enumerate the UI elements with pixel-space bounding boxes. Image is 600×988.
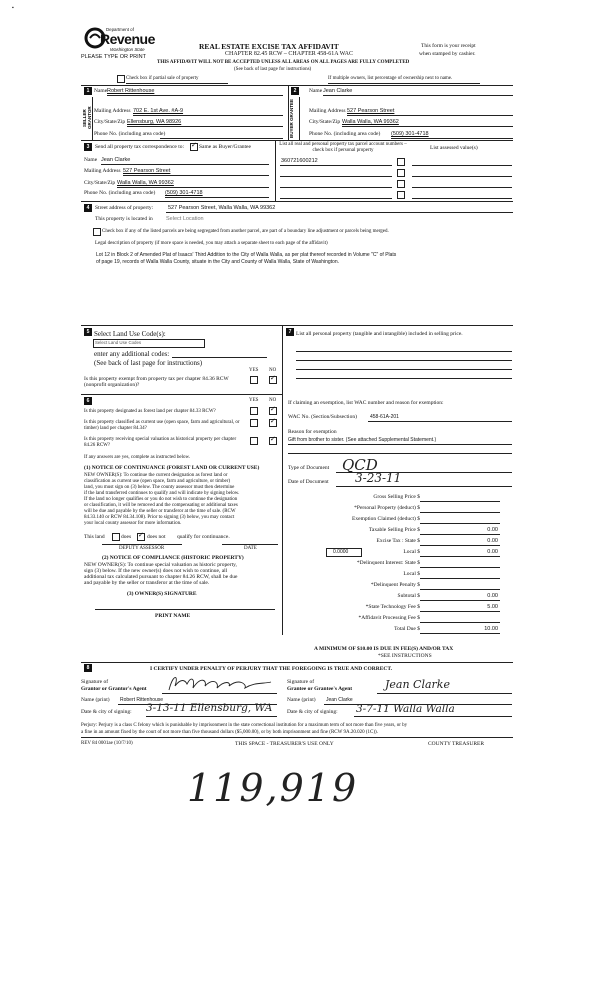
partial-sale-checkbox[interactable] (117, 75, 125, 83)
gross-selling-price-label: Gross Selling Price $ (373, 494, 420, 500)
corr-city-field[interactable]: Walla Walla, WA 99362 (117, 180, 174, 186)
excise-local-label: Local $ (403, 549, 420, 555)
continuance-title: (1) NOTICE OF CONTINUANCE (FOREST LAND OR CURRENT USE) (84, 465, 260, 471)
personal-property-checkbox-2[interactable] (397, 169, 405, 177)
document-date-label: Date of Document (288, 479, 329, 485)
corner-mark: ▪ (12, 6, 14, 11)
qualify-label: qualify for continuance. (177, 534, 230, 540)
owner-signature-label: (3) OWNER(S) SIGNATURE (127, 591, 197, 597)
grantor-sig-label-2: Grantor or Grantor's Agent (81, 686, 147, 692)
wac-number-label: WAC No. (Section/Subsection) (288, 414, 357, 420)
same-as-buyer-label: Same as Buyer/Grantee (199, 144, 251, 150)
receipt-note-2: when stamped by cashier. (419, 51, 476, 57)
continuance-text-4: if the land transferred continues to qualify and will indicate by signing below. (84, 491, 240, 496)
subtotal-label: Subtotal $ (397, 593, 420, 599)
continuance-text-7: will be due and payable by the seller or transferor at the time of sale. (RCW (84, 509, 236, 514)
technology-fee-label: *State Technology Fee $ (365, 604, 420, 610)
corr-city-label: City/State/Zip (84, 180, 116, 186)
land-use-select[interactable] (93, 339, 205, 348)
grantee-signature[interactable]: Jean Clarke (385, 678, 450, 691)
additional-codes-label: enter any additional codes: (94, 350, 170, 358)
minimum-due-note: A MINIMUM OF $10.00 IS DUE IN FEE(S) AND/OR TAX (314, 646, 454, 652)
grantee-name-label: Name (print) (287, 697, 316, 703)
exemption-claim-label: If claiming an exemption, list WAC number and reason for exemption: (288, 400, 444, 406)
treasurer-space-label: THIS SPACE - TREASURER'S USE ONLY (235, 741, 334, 747)
compliance-text-1: NEW OWNER(S): To continue special valuation as historic property, (84, 562, 237, 568)
grantor-signature[interactable] (165, 672, 275, 694)
taxable-selling-price-value[interactable]: 0.00 (487, 527, 498, 533)
compliance-text-4: and payable by the seller or transferor at the time of sale. (84, 580, 210, 586)
local-rate-value: 0.0000 (333, 549, 349, 555)
grantor-name-label: Name (print) (81, 697, 110, 703)
continuance-text-3: land, you must sign on (3) below. The county assessor must then determine (84, 485, 235, 490)
section-6-badge: 6 (84, 397, 92, 405)
partial-sale-label: Check box if partial sale of property (126, 76, 199, 81)
yes-header-6: YES (249, 398, 259, 403)
grantor-sig-label-1: Signature of (81, 679, 109, 685)
exempt-question: Is this property exempt from property tax per chapter 84.36 RCW (nonprofit organization)? (84, 376, 229, 388)
local-rate-field[interactable] (326, 548, 362, 557)
section-8-badge: 8 (84, 664, 92, 672)
taxable-selling-price-label: Taxable Selling Price $ (368, 527, 420, 533)
historic-question: Is this property receiving special valuation as historical property per chapter 84.26 RCW? (84, 437, 237, 448)
continuance-text-5: If the land no longer qualifies or you do not wish to continue the designation (84, 497, 238, 502)
reason-exemption-label: Reason for exemption (288, 429, 337, 435)
does-not-label: does not (147, 534, 166, 540)
personal-property-checkbox-4[interactable] (397, 191, 405, 199)
handwritten-record-number: 119,919 (187, 766, 359, 810)
grantor-date-city-label: Date & city of signing: (81, 709, 132, 715)
grantee-date-city-field[interactable]: 3-7-11 Walla Walla (356, 703, 455, 715)
perjury-notice-2: a fine in an amount fixed by the court of not more than five thousand dollars ($5,000.00), or by both imprisonment and fine (RCW 9A.20.020 (1C)). (81, 730, 378, 735)
personal-property-deduct-label: *Personal Property (deduct) $ (354, 505, 420, 511)
grantee-date-city-label: Date & city of signing: (287, 709, 338, 715)
personal-property-checkbox-3[interactable] (397, 180, 405, 188)
current-use-yes-checkbox[interactable] (250, 419, 258, 427)
buyer-name-label: Name (309, 88, 323, 94)
corr-phone-label: Phone No. (including area code) (84, 190, 156, 196)
forest-no-checkbox[interactable] (269, 407, 277, 415)
county-treasurer-label: COUNTY TREASURER (428, 741, 485, 747)
exempt-yes-checkbox[interactable] (250, 376, 258, 384)
logo-state-text: Washington State (110, 47, 145, 52)
personal-property-checkbox-1[interactable] (397, 158, 405, 166)
document-date-field[interactable]: 3-23-11 (355, 471, 402, 485)
buyer-city-field[interactable]: Walla Walla, WA 99362 (342, 119, 399, 125)
see-back-note: (See back of last page for instructions) (234, 67, 312, 72)
grantee-sig-label-2: Grantee or Grantee's Agent (287, 686, 353, 692)
if-any-yes-note: If any answers are yes, complete as instructed below. (84, 455, 191, 460)
reason-exemption-field[interactable]: Gift from brother to sister. (See attached Supplemental Statement.) (288, 437, 437, 443)
assessed-values-header: List assessed value(s) (430, 145, 478, 151)
segregated-label: Check box if any of the listed parcels are being segregated from another parcel, are part of a boundary line adjustment or parcels being merged. (102, 229, 389, 234)
warning-text: THIS AFFIDAVIT WILL NOT BE ACCEPTED UNLESS ALL AREAS ON ALL PAGES ARE FULLY COMPLETED (157, 60, 410, 65)
current-use-no-checkbox[interactable] (269, 419, 277, 427)
corr-phone-field[interactable]: (509) 301-4718 (165, 190, 203, 196)
continuance-text-2: classification as current use (open space, farm and agriculture, or timber) (84, 479, 231, 484)
buyer-address-label: Mailing Address (309, 108, 346, 114)
section-5-badge: 5 (84, 328, 92, 336)
delinquent-local-label: Local $ (403, 571, 420, 577)
seller-phone-label: Phone No. (including area code) (94, 131, 166, 137)
street-address-field[interactable]: 527 Pearson Street, Walla Walla, WA 99362 (168, 205, 276, 211)
dor-logo (84, 27, 154, 51)
excise-state-label: Excise Tax : State $ (376, 538, 420, 544)
legal-description-line-2[interactable]: of page 19, records of Walla Walla County, situate in the City and County of Walla Walla, State of Washington. (96, 259, 339, 265)
grantor-name-field[interactable]: Robert Rittenhouse (120, 697, 164, 703)
no-header-6: NO (269, 398, 277, 403)
no-header: NO (269, 368, 277, 373)
assessor-date-label: DATE (244, 546, 257, 551)
section-1-badge: 1 (84, 87, 92, 95)
document-type-field[interactable]: QCD (342, 456, 378, 474)
street-address-label: Street address of property: (95, 205, 154, 211)
delinquent-penalty-label: *Delinquent Penalty $ (370, 582, 420, 588)
excise-local-value[interactable]: 0.00 (487, 549, 498, 555)
affidavit-fee-label: *Affidavit Processing Fee $ (358, 615, 420, 621)
parcel-number-field[interactable]: 360721600212 (281, 158, 318, 164)
buyer-city-label: City/State/Zip (309, 119, 341, 125)
buyer-phone-label: Phone No. (including area code) (309, 131, 381, 137)
excise-state-value[interactable]: 0.00 (487, 538, 498, 544)
seller-city-label: City/State/Zip (94, 119, 126, 125)
corr-name-label: Name (84, 157, 98, 163)
this-land-label: This land (84, 534, 105, 540)
land-use-instructions: (See back of last page for instructions) (94, 359, 203, 367)
buyer-name-field[interactable]: Jean Clarke (323, 88, 353, 94)
logo-name-text: Revenue (100, 31, 155, 47)
document-type-label: Type of Document (288, 465, 330, 471)
land-use-select-value: Select Land Use Codes (95, 340, 142, 345)
perjury-notice-1: Perjury: Perjury is a class C felony which is punishable by imprisonment in the state correctional institution for a maximum term of not more than five years, or by (81, 723, 408, 728)
continuance-text-6: or classification, it will be removed and the compensating or additional taxes (84, 503, 238, 508)
subtotal-value[interactable]: 0.00 (487, 593, 498, 599)
exemption-claimed-label: Exemption Claimed (deduct) $ (352, 516, 420, 522)
seller-address-label: Mailing Address (94, 108, 131, 114)
receipt-note: This form is your receipt (421, 43, 476, 49)
logo-dept-text: Department of (106, 27, 134, 32)
compliance-text-2: sign (3) below. If the new owner(s) does not wish to continue, all (84, 568, 228, 574)
grantor-date-city-field[interactable]: 3-13-11 Ellensburg, WA (146, 702, 273, 714)
yes-header: YES (249, 368, 259, 373)
located-in-label: This property is located in (95, 216, 153, 222)
current-use-question: Is this property classified as current use (open space, farm and agricultural, or timber) land per chapter 84.34? (84, 420, 240, 431)
does-label: does (121, 534, 132, 540)
print-name-label: PRINT NAME (155, 613, 191, 619)
historic-yes-checkbox[interactable] (250, 437, 258, 445)
buyer-phone-field[interactable]: (509) 301-4718 (391, 131, 429, 137)
wac-number-field[interactable]: 458-61A-201 (370, 414, 399, 420)
form-subtitle: CHAPTER 82.45 RCW – CHAPTER 458-61A WAC (225, 51, 353, 57)
does-qualify-checkbox[interactable] (112, 533, 120, 541)
seller-address-field[interactable]: 702 E. 1st Ave. #A-9 (133, 108, 184, 114)
section-2-badge: 2 (291, 87, 299, 95)
section-3-badge: 3 (84, 143, 92, 151)
parcel-accounts-header: List all real and personal property tax parcel account numbers – check box if personal property (279, 142, 407, 153)
seller-city-field[interactable]: Ellensburg, WA 98926 (127, 119, 182, 125)
see-instructions-note: *SEE INSTRUCTIONS (378, 653, 432, 659)
corr-name-field[interactable]: Jean Clarke (101, 157, 131, 163)
grantee-sig-label-1: Signature of (287, 679, 315, 685)
grantee-name-field[interactable]: Jean Clarke (326, 697, 353, 703)
multiple-owners-note: If multiple owners, list percentage of ownership next to name. (328, 76, 453, 81)
location-select[interactable]: Select Location (166, 216, 204, 222)
continuance-text-1: NEW OWNER(S): To continue the current designation as forest land or (84, 473, 228, 478)
buyer-address-field[interactable]: 527 Pearson Street (347, 108, 395, 114)
land-use-label: Select Land Use Code(s): (94, 330, 166, 338)
revision-code: REV 84 0001ae (10/7/10) (81, 741, 133, 746)
section-7-badge: 7 (286, 328, 294, 336)
forest-yes-checkbox[interactable] (250, 407, 258, 415)
continuance-text-9: your local county assessor for more information. (84, 521, 182, 526)
exempt-no-checkbox[interactable] (269, 376, 277, 384)
legal-description-label: Legal description of property (if more space is needed, you may attach a separate sheet to each page of the affidavit) (95, 241, 328, 246)
print-note: PLEASE TYPE OR PRINT (81, 54, 147, 60)
historic-no-checkbox[interactable] (269, 437, 277, 445)
legal-description-line-1[interactable]: Lot 12 in Block 2 of Amended Plat of Isaacs' Third Addition to the City of Walla Walla, as per plat thereof recorded in Volume "C" of Plats (96, 252, 397, 258)
technology-fee-value[interactable]: 5.00 (487, 604, 498, 610)
does-not-qualify-checkbox[interactable] (137, 533, 145, 541)
buyer-side-label: BUYER GRANTEE (289, 98, 294, 138)
personal-property-label: List all personal property (tangible and intangible) included in selling price. (296, 331, 463, 337)
seller-side-label: SELLER GRANTOR (82, 106, 92, 130)
section-4-badge: 4 (84, 204, 92, 212)
total-due-label: Total Due $ (394, 626, 420, 632)
seller-name-field[interactable]: Robert Rittenhouse (107, 88, 155, 94)
certify-statement: I CERTIFY UNDER PENALTY OF PERJURY THAT THE FOREGOING IS TRUE AND CORRECT. (150, 666, 393, 672)
forest-land-question: Is this property designated as forest land per chapter 84.33 RCW? (84, 409, 216, 414)
delinquent-interest-label: *Delinquent Interest: State $ (356, 560, 420, 566)
segregated-checkbox[interactable] (93, 228, 101, 236)
deputy-assessor-label: DEPUTY ASSESSOR (119, 546, 165, 551)
form-title: REAL ESTATE EXCISE TAX AFFIDAVIT (199, 42, 339, 51)
seller-name-label: Name (94, 88, 108, 94)
total-due-value[interactable]: 10.00 (484, 626, 498, 632)
corr-address-label: Mailing Address (84, 168, 121, 174)
compliance-text-3: additional tax calculated pursuant to chapter 84.26 RCW, shall be due (84, 574, 238, 580)
compliance-title: (2) NOTICE OF COMPLIANCE (HISTORIC PROPERTY) (102, 555, 244, 561)
correspondence-label: Send all property tax correspondence to: (95, 144, 185, 150)
continuance-text-8: 84.33.140 or RCW 84.34.108). Prior to signing (3) below, you may contact (84, 515, 235, 520)
same-as-buyer-checkbox[interactable] (190, 143, 198, 151)
corr-address-field[interactable]: 527 Pearson Street (123, 168, 171, 174)
